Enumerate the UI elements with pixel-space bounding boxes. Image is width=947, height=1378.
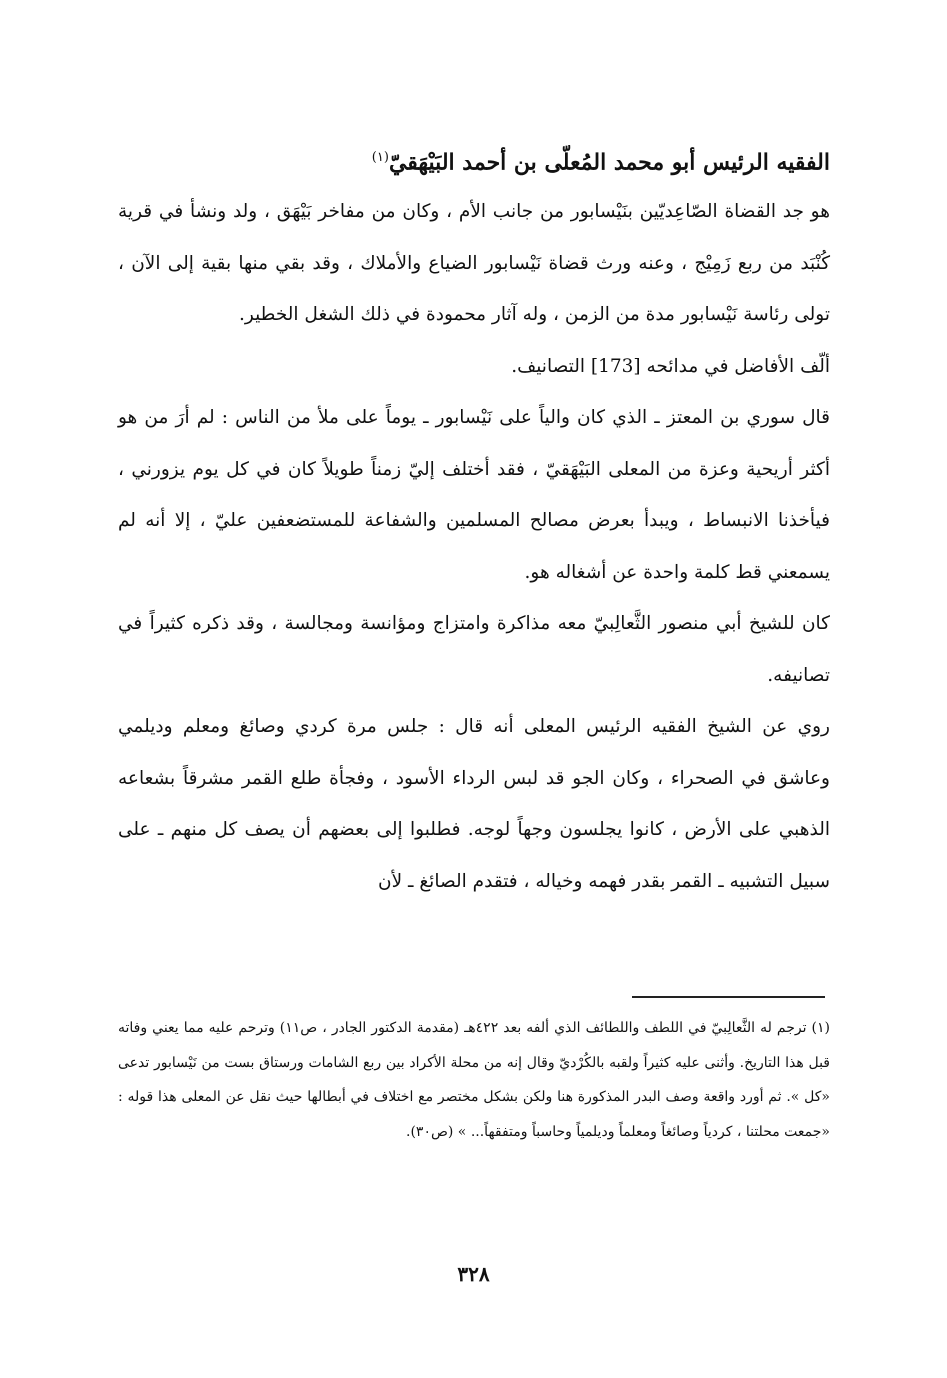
footnote-1: (١) ترجم له الثَّعالِبيّ في اللطف واللطائف الذي ألفه بعد ٤٢٢هـ (مقدمة الدكتور الجادر ، ص١١) وترحم عليه مما يعني وفاته قبل هذا التاريخ. وأثنى عليه كثيراً ولقبه بالكُرْديّ وقال إنه من محلة الأكراد بين ربع الشامات ورستاق بست من نَيْسابور تدعى «كل ». ثم أورد واقعة وصف البدر المذكورة هنا ولكن بشكل مختصر مع اختلاف في أبطالها حيث نقل عن المعلى هذا قوله : «جمعت محلتنا ، كردياً وصائغاً ومعلماً وديلمياً وحاسباً ومتفقهاً... » (ص٣٠). xyxy=(118,1020,830,1140)
footnotes xyxy=(118,1011,830,1149)
paragraph-3: قال سوري بن المعتز ـ الذي كان والياً على نَيْسابور ـ يوماً على ملأ من الناس : لم أرَ من هو أكثر أريحية وعزة من المعلى البَيْهَقيّ ، فقد أختلف إليّ زمناً طويلاً كان في كل يوم يزورني ، فيأخذنا الانبساط ، ويبدأ بعرض مصالح المسلمين والشفاعة للمستضعفين عليّ ، إلا أنه لم يسمعني قط كلمة واحدة عن أشغاله هو. xyxy=(118,407,830,583)
paragraph-2: ألّف الأفاضل في مدائحه [173] التصانيف. xyxy=(511,355,830,377)
entry-title: الفقيه الرئيس أبو محمد المُعلّى بن أحمد البَيْهَقيّ xyxy=(388,149,830,176)
footnote-divider xyxy=(632,996,825,998)
paragraph-4: كان للشيخ أبي منصور الثَّعالِبيّ معه مذاكرة وامتزاج ومؤانسة ومجالسة ، وقد ذكره كثيراً في تصانيفه. xyxy=(118,613,830,686)
footnote-reference[interactable]: (١) xyxy=(371,150,389,165)
page-number: ٣٢٨ xyxy=(457,1262,490,1286)
entry-heading xyxy=(118,138,830,182)
body-text xyxy=(118,186,830,907)
paragraph-5: روي عن الشيخ الفقيه الرئيس المعلى أنه قال : جلس مرة كردي وصائغ ومعلم وديلمي وعاشق في الصحراء ، وكان الجو قد لبس الرداء الأسود ، وفجأة طلع القمر مشرقاً بشعاعه الذهبي على الأرض ، كانوا يجلسون وجهاً لوجه. فطلبوا إلى بعضهم أن يصف كل منهم ـ على سبيل التشبيه ـ القمر بقدر فهمه وخياله ، فتقدم الصائغ ـ لأن xyxy=(118,716,830,892)
paragraph-1: هو جد القضاة الصّاعِديّين بنَيْسابور من جانب الأم ، وكان من مفاخر بَيْهَق ، ولد ونشأ في قرية كُنْبَد من ربع زَمِيْج ، وعنه ورث قضاة نَيْسابور الضياع والأملاك ، وقد بقي منها بقية إلى الآن ، تولى رئاسة نَيْسابور مدة من الزمن ، وله آثار محمودة في ذلك الشغل الخطير. xyxy=(118,201,830,325)
